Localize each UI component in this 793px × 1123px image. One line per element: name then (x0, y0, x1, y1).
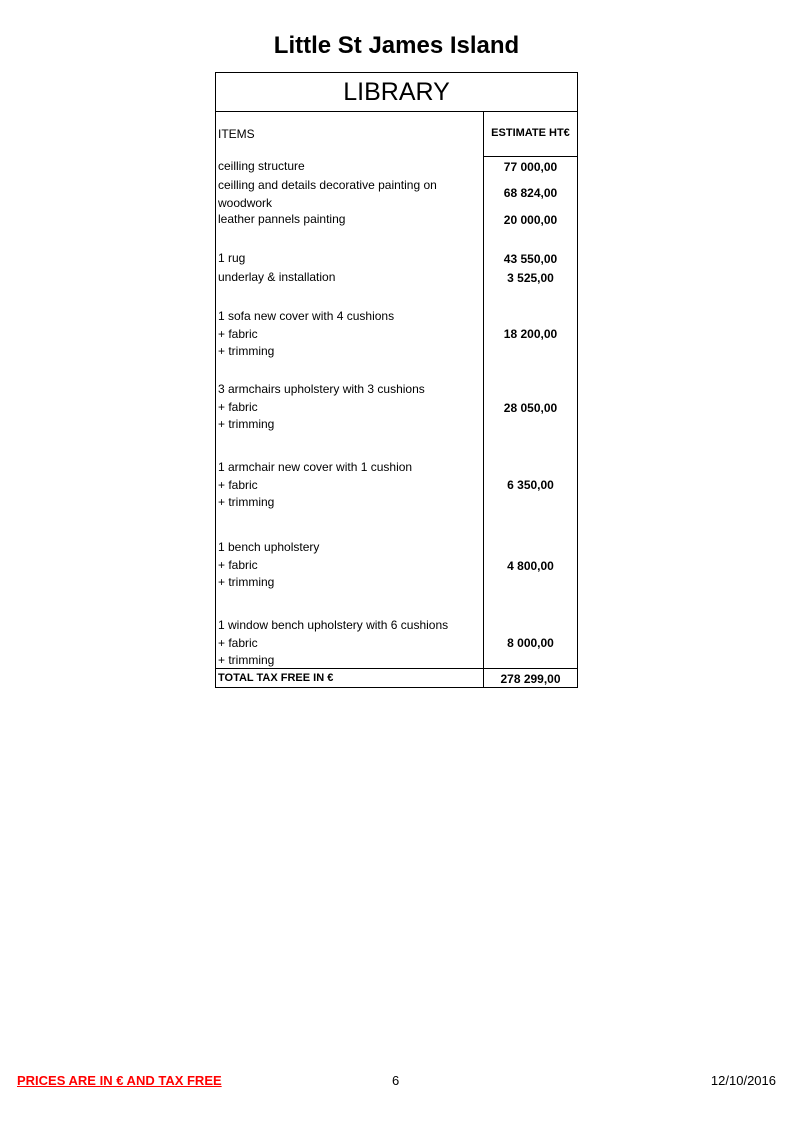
prices-note: PRICES ARE IN € AND TAX FREE (17, 1073, 222, 1088)
estimate-table (215, 72, 578, 688)
item-estimate: 20 000,00 (503, 213, 558, 227)
item-estimate: 18 200,00 (503, 327, 558, 341)
estimate-column-header: ESTIMATE HT€ (491, 127, 570, 139)
item-estimate: 3 525,00 (507, 271, 554, 285)
item-estimate: 77 000,00 (503, 160, 558, 174)
page-number: 6 (392, 1073, 400, 1088)
item-description: 1 window bench upholstery with 6 cushions + fabric + trimming (218, 618, 449, 667)
item-description: 1 bench upholstery + fabric + trimming (218, 540, 320, 589)
item-description: 1 sofa new cover with 4 cushions + fabric + trimming (218, 309, 395, 358)
total-rule (216, 668, 577, 669)
item-estimate: 68 824,00 (503, 186, 558, 200)
total-label: TOTAL TAX FREE IN € (218, 672, 334, 684)
item-description: ceilling structure (218, 159, 305, 173)
item-estimate: 8 000,00 (507, 636, 554, 650)
item-description: 1 rug (218, 251, 246, 265)
table-title: LIBRARY (216, 73, 577, 112)
header-rule (484, 156, 577, 157)
total-value: 278 299,00 (500, 672, 561, 686)
document-title: Little St James Island (273, 32, 520, 59)
item-description: underlay & installation (218, 270, 336, 284)
item-description: 3 armchairs upholstery with 3 cushions + fabric + trimming (218, 382, 425, 431)
item-description: 1 armchair new cover with 1 cushion + fabric + trimming (218, 460, 413, 509)
document-date: 12/10/2016 (710, 1073, 776, 1088)
items-column-header: ITEMS (218, 127, 255, 141)
item-estimate: 4 800,00 (507, 559, 554, 573)
item-description: leather pannels painting (218, 212, 346, 226)
item-estimate: 28 050,00 (503, 401, 558, 415)
item-estimate: 43 550,00 (503, 252, 558, 266)
item-description: ceilling and details decorative painting on woodwork (218, 178, 437, 210)
item-estimate: 6 350,00 (507, 478, 554, 492)
